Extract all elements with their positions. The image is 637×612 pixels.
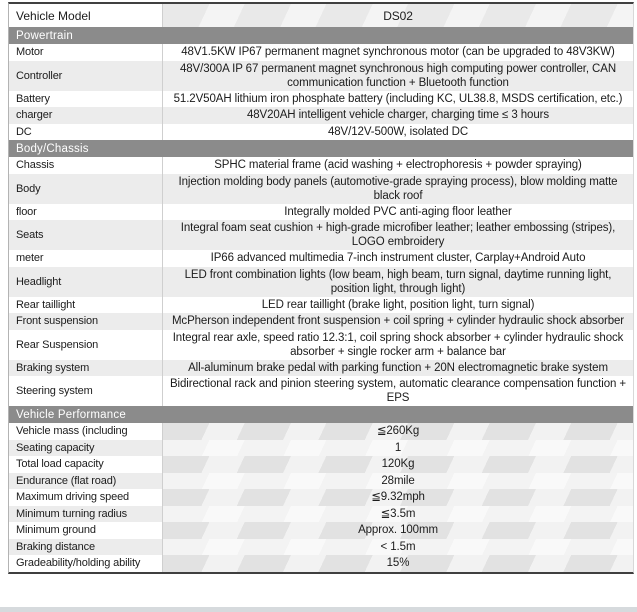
spec-row: [9, 44, 633, 61]
spec-row-value: All-aluminum brake pedal with parking function + 20N electromagnetic brake system: [163, 360, 633, 377]
spec-row-value: Bidirectional rack and pinion steering system, automatic clearance compensation function + EPS: [163, 376, 633, 406]
spec-row: [9, 61, 633, 91]
spec-row-value: 28mile: [163, 473, 633, 490]
spec-row: [9, 539, 633, 556]
spec-row-value: Approx. 100mm: [163, 522, 633, 539]
spec-row-label: Body: [9, 174, 163, 204]
spec-row-value: ≦3.5m: [163, 506, 633, 523]
spec-row-value: 1: [163, 440, 633, 457]
spec-row-value: SPHC material frame (acid washing + electrophoresis + powder spraying): [163, 157, 633, 174]
spec-row: [9, 297, 633, 314]
spec-row-label: Front suspension: [9, 313, 163, 330]
spec-row-label: Braking system: [9, 360, 163, 377]
spec-row-value: 15%: [163, 555, 633, 572]
spec-row: [9, 440, 633, 457]
spec-row-value: 48V1.5KW IP67 permanent magnet synchronous motor (can be upgraded to 48V3KW): [163, 44, 633, 61]
spec-row-value: ≦260Kg: [163, 423, 633, 440]
spec-row-value: ≦9.32mph: [163, 489, 633, 506]
spec-row-label: Minimum ground: [9, 522, 163, 539]
spec-row-label: Battery: [9, 91, 163, 108]
spec-row-label: Endurance (flat road): [9, 473, 163, 490]
page-bottom-strip: [0, 607, 637, 612]
spec-row: [9, 250, 633, 267]
spec-row: [9, 313, 633, 330]
spec-row: [9, 376, 633, 406]
spec-row-value: Integral foam seat cushion + high-grade microfiber leather; leather embossing (stripes), LOGO embroidery: [163, 220, 633, 250]
spec-row-value: McPherson independent front suspension + coil spring + cylinder hydraulic shock absorber: [163, 313, 633, 330]
spec-row: [9, 91, 633, 108]
spec-row-value: 48V/300A IP 67 permanent magnet synchronous high computing power controller, CAN communication function + Bluetooth function: [163, 61, 633, 91]
spec-row-label: Braking distance: [9, 539, 163, 556]
spec-row-label: Total load capacity: [9, 456, 163, 473]
spec-row-label: Gradeability/holding ability: [9, 555, 163, 572]
spec-row-value: IP66 advanced multimedia 7-inch instrument cluster, Carplay+Android Auto: [163, 250, 633, 267]
spec-row-label: Controller: [9, 61, 163, 91]
spec-row-label: meter: [9, 250, 163, 267]
spec-row-label: DC: [9, 124, 163, 141]
spec-row-label: Motor: [9, 44, 163, 61]
spec-row: [9, 157, 633, 174]
spec-row-label: Chassis: [9, 157, 163, 174]
spec-row-label: Rear Suspension: [9, 330, 163, 360]
spec-row: [9, 220, 633, 250]
spec-row-value: 48V20AH intelligent vehicle charger, charging time ≤ 3 hours: [163, 107, 633, 124]
spec-row-label: Headlight: [9, 267, 163, 297]
spec-row-label: Seats: [9, 220, 163, 250]
spec-row: [9, 267, 633, 297]
model-label: Vehicle Model: [9, 4, 163, 27]
spec-row-value: 48V/12V-500W, isolated DC: [163, 124, 633, 141]
spec-row: [9, 330, 633, 360]
spec-row: [9, 360, 633, 377]
spec-row: [9, 522, 633, 539]
spec-row-label: Maximum driving speed: [9, 489, 163, 506]
spec-row: [9, 124, 633, 141]
spec-row-label: floor: [9, 204, 163, 221]
spec-table: [8, 2, 634, 574]
spec-row: [9, 506, 633, 523]
spec-row-value: Integral rear axle, speed ratio 12.3:1, coil spring shock absorber + cylinder hydraulic shock absorber + single rocker arm + balance bar: [163, 330, 633, 360]
spec-row: [9, 456, 633, 473]
spec-row: [9, 204, 633, 221]
spec-row: [9, 473, 633, 490]
spec-row-label: Rear taillight: [9, 297, 163, 314]
spec-row-label: charger: [9, 107, 163, 124]
spec-sections: [9, 27, 633, 572]
spec-row: [9, 489, 633, 506]
spec-row-value: < 1.5m: [163, 539, 633, 556]
spec-row-label: Seating capacity: [9, 440, 163, 457]
spec-row: [9, 555, 633, 572]
section-header-powertrain: Powertrain: [9, 27, 633, 44]
spec-row-label: Vehicle mass (including: [9, 423, 163, 440]
section-header-body-chassis: Body/Chassis: [9, 140, 633, 157]
section-header-vehicle-performance: Vehicle Performance: [9, 406, 633, 423]
spec-row-value: Integrally molded PVC anti-aging floor leather: [163, 204, 633, 221]
spec-row-value: Injection molding body panels (automotive-grade spraying process), blow molding matte black roof: [163, 174, 633, 204]
spec-row: [9, 174, 633, 204]
spec-row-label: Minimum turning radius: [9, 506, 163, 523]
spec-row-label: Steering system: [9, 376, 163, 406]
spec-row-value: LED front combination lights (low beam, high beam, turn signal, daytime running light, position light, through light): [163, 267, 633, 297]
model-value: DS02: [163, 4, 633, 27]
spec-row: [9, 423, 633, 440]
spec-row-value: LED rear taillight (brake light, position light, turn signal): [163, 297, 633, 314]
spec-row-value: 51.2V50AH lithium iron phosphate battery (including KC, UL38.8, MSDS certification, etc.): [163, 91, 633, 108]
spec-row: [9, 107, 633, 124]
model-row: [9, 4, 633, 27]
spec-row-value: 120Kg: [163, 456, 633, 473]
